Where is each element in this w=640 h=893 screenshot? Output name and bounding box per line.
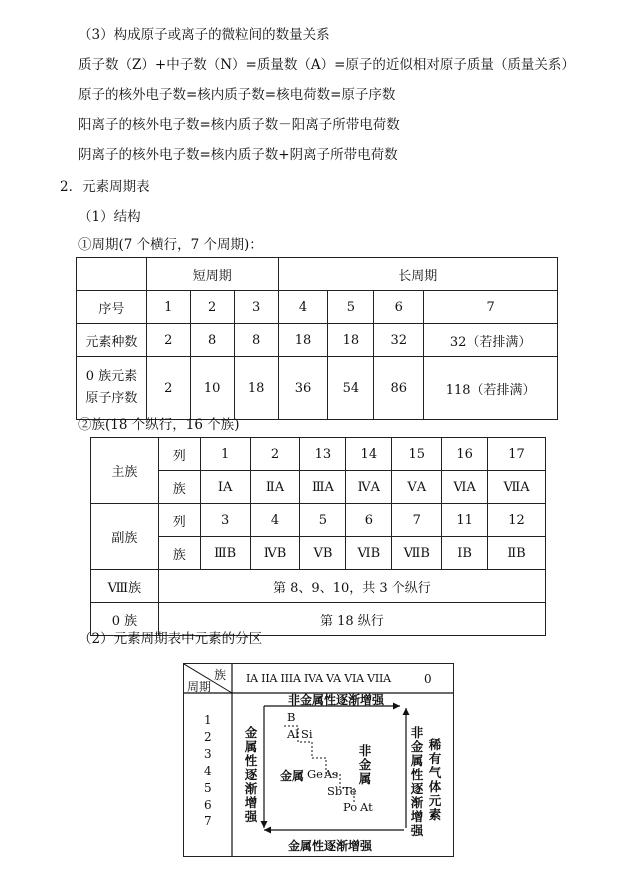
label-metal-increase-left: 金属性逐渐增强 — [244, 725, 258, 824]
cell-column: 17 — [488, 438, 546, 471]
cell-group: ⅤA — [392, 471, 442, 504]
zone-period-number: 5 — [204, 781, 212, 795]
element-ge: Ge — [307, 767, 323, 781]
zone-period-number: 1 — [204, 713, 212, 727]
text-atom-electrons: 原子的核外电子数=核内质子数=核电荷数=原子序数 — [78, 87, 396, 103]
cell-column: 14 — [346, 438, 392, 471]
cell-count: 8 — [190, 324, 234, 357]
cell-group: ⅡA — [250, 471, 300, 504]
row-label-element-count: 元素种数 — [77, 324, 147, 357]
label-nonmetal-increase-right: 非金属性逐渐增强 — [410, 725, 424, 838]
cell-atomic-number: 18 — [234, 357, 278, 420]
row-label-line-2: 原子序数 — [85, 391, 138, 406]
zone-diagram — [183, 663, 454, 857]
cell-column: 16 — [442, 438, 488, 471]
subheading-periods: ①周期(7 个横行，7 个周期)： — [78, 237, 263, 253]
subheading-structure: （1）结构 — [78, 209, 141, 225]
text-cation-electrons: 阳离子的核外电子数=核内质子数－阳离子所带电荷数 — [78, 117, 400, 133]
cell-group: ⅢB — [200, 537, 250, 570]
cell-group: ⅣB — [250, 537, 300, 570]
cell-atomic-number: 118（若排满） — [424, 357, 558, 420]
cell-seq: 3 — [234, 291, 278, 324]
cell-viii-desc: 第 8、9、10，共 3 个纵行 — [158, 570, 545, 603]
element-al: Al — [287, 727, 299, 741]
row-label-seq: 序号 — [77, 291, 147, 324]
text-quantity-relation-heading: （3）构成原子或离子的微粒间的数量关系 — [78, 27, 330, 43]
cell-atomic-number: 36 — [278, 357, 328, 420]
cell-group: ⅦA — [488, 471, 546, 504]
cell-group: ⅣA — [346, 471, 392, 504]
cell-zero-desc: 第 18 纵行 — [158, 603, 545, 636]
cell-group: ⅠB — [442, 537, 488, 570]
label-nonmetal-increase-top: 非金属性逐渐增强 — [288, 693, 385, 707]
zone-corner-group: 族 — [214, 668, 227, 682]
element-at: At — [360, 800, 373, 814]
cell-column: 3 — [200, 504, 250, 537]
section-heading-periodic-table: 2．元素周期表 — [60, 179, 150, 195]
cell-count: 32 — [374, 324, 424, 357]
element-si: Si — [301, 727, 313, 741]
cell-group: ⅢA — [300, 471, 346, 504]
cell-count: 18 — [328, 324, 374, 357]
group-label-zero: 0 族 — [91, 603, 159, 636]
label-noble-gas: 稀有气体元素 — [428, 737, 442, 822]
zone-period-number: 4 — [204, 764, 212, 778]
cell-column: 5 — [300, 504, 346, 537]
label-nonmetal-region: 非金属 — [358, 743, 372, 786]
element-b: B — [287, 710, 296, 724]
sublabel-column: 列 — [158, 504, 200, 537]
cell-column: 1 — [200, 438, 250, 471]
period-table-corner — [77, 258, 147, 291]
subheading-zones: （2）元素周期表中元素的分区 — [78, 631, 263, 647]
header-long-period: 长周期 — [278, 258, 557, 291]
cell-count: 2 — [146, 324, 190, 357]
element-po: Po — [343, 800, 358, 814]
label-metal-increase-bottom: 金属性逐渐增强 — [288, 839, 373, 853]
cell-group: ⅥA — [442, 471, 488, 504]
cell-count: 32（若排满） — [424, 324, 558, 357]
zone-period-number: 7 — [204, 814, 212, 828]
cell-seq: 6 — [374, 291, 424, 324]
zone-group-header: IA IIA IIIA IVA VA VIA VIIA — [246, 672, 391, 685]
text-anion-electrons: 阴离子的核外电子数=核内质子数+阴离子所带电荷数 — [78, 147, 398, 163]
zone-period-number: 6 — [204, 798, 212, 812]
header-short-period: 短周期 — [146, 258, 278, 291]
sublabel-group: 族 — [158, 537, 200, 570]
cell-column: 11 — [442, 504, 488, 537]
cell-column: 13 — [300, 438, 346, 471]
cell-column: 12 — [488, 504, 546, 537]
cell-seq: 7 — [424, 291, 558, 324]
zone-period-number: 2 — [204, 730, 212, 744]
group-table — [90, 437, 546, 636]
cell-column: 6 — [346, 504, 392, 537]
zone-group-zero: 0 — [424, 672, 432, 686]
cell-seq: 5 — [328, 291, 374, 324]
cell-seq: 2 — [190, 291, 234, 324]
group-label-main: 主族 — [91, 438, 159, 504]
cell-column: 4 — [250, 504, 300, 537]
cell-group: ⅡB — [488, 537, 546, 570]
sublabel-column: 列 — [158, 438, 200, 471]
period-table — [76, 257, 558, 420]
cell-seq: 1 — [146, 291, 190, 324]
subheading-groups: ②族(18 个纵行，16 个族) — [78, 417, 240, 433]
zone-period-number: 3 — [204, 747, 212, 761]
sublabel-group: 族 — [158, 471, 200, 504]
label-metal-region: 金属 — [280, 769, 305, 783]
element-as: As — [324, 767, 339, 781]
cell-group: ⅥB — [346, 537, 392, 570]
group-label-sub: 副族 — [91, 504, 159, 570]
cell-group: ⅤB — [300, 537, 346, 570]
text-mass-number-relation: 质子数（Z）+中子数（N）=质量数（A）=原子的近似相对原子质量（质量关系） — [78, 57, 575, 73]
cell-group: ⅦB — [392, 537, 442, 570]
group-label-viii: Ⅷ族 — [91, 570, 159, 603]
cell-count: 18 — [278, 324, 328, 357]
cell-atomic-number: 54 — [328, 357, 374, 420]
cell-group: ⅠA — [200, 471, 250, 504]
row-label-line-1: 0 族元素 — [85, 369, 138, 384]
cell-column: 15 — [392, 438, 442, 471]
cell-column: 7 — [392, 504, 442, 537]
cell-column: 2 — [250, 438, 300, 471]
zone-corner-period: 周期 — [187, 680, 212, 694]
cell-atomic-number: 10 — [190, 357, 234, 420]
row-label-noble-gas-number — [77, 357, 147, 420]
element-sb: Sb — [327, 784, 343, 798]
cell-atomic-number: 2 — [146, 357, 190, 420]
element-te: Te — [343, 784, 357, 798]
cell-count: 8 — [234, 324, 278, 357]
cell-seq: 4 — [278, 291, 328, 324]
cell-atomic-number: 86 — [374, 357, 424, 420]
